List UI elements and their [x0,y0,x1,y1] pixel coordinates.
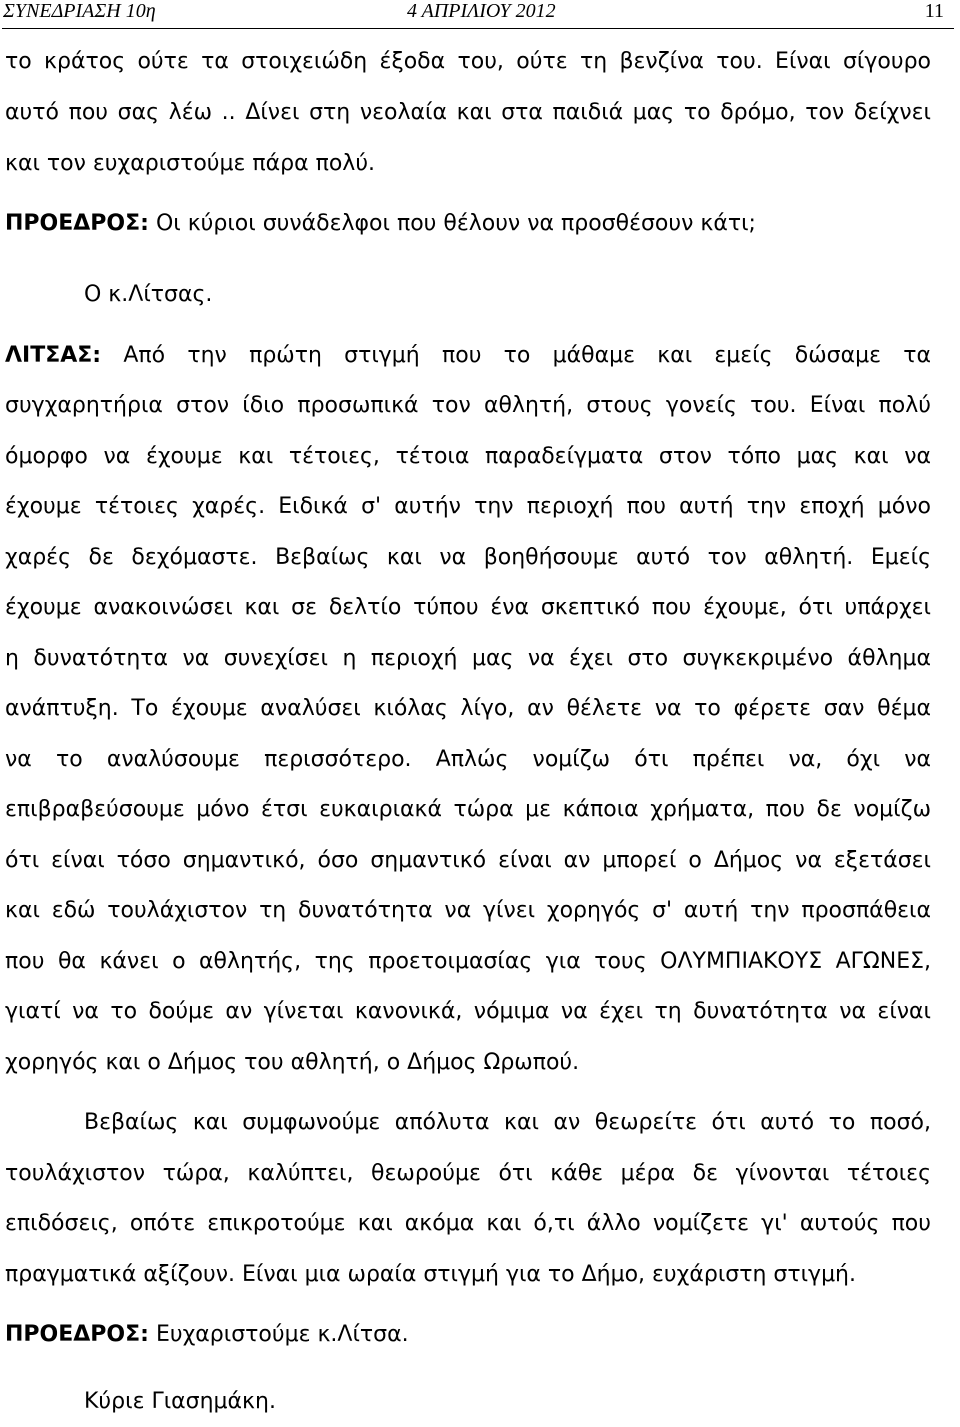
text-line: ότι είναι τόσο σημαντικό, όσο σημαντικό είναι αν μπορεί ο Δήμος να εξετάσει [5,848,931,873]
text-line: χορηγός και ο Δήμος του αθλητή, ο Δήμος Ωρωπού. [5,1050,580,1075]
text-line: γιατί να το δούμε αν γίνεται κανονικά, νόμιμα να έχει τη δυνατότητα να είναι [5,999,931,1024]
text-line: χαρές δε δεχόμαστε. Βεβαίως και να βοηθήσουμε αυτό τον αθλητή. Εμείς [5,545,931,570]
speaker-label: ΛΙΤΣΑΣ: [5,343,102,368]
header-divider [2,28,954,29]
chair-call-litsas: Ο κ.Λίτσας. [84,282,213,307]
text-line: ανάπτυξη. Το έχουμε αναλύσει κιόλας λίγο, αν θέλετε να το φέρετε σαν θέμα [5,696,931,721]
text-line: επιδόσεις, οπότε επικροτούμε και ακόμα και ό,τι άλλο νομίζετε γι' αυτούς που [5,1211,931,1236]
speaker-label: ΠΡΟΕΔΡΟΣ: [5,211,149,236]
text-line: και τον ευχαριστούμε πάρα πολύ. [5,151,376,176]
text-line: έχουμε ανακοινώσει και σε δελτίο τύπου ένα σκεπτικό που έχουμε, ότι υπάρχει [5,595,931,620]
text-line: αυτό που σας λέω .. Δίνει στη νεολαία και στα παιδιά μας το δρόμο, τον δείχνει [5,100,931,125]
text-line: Βεβαίως και συμφωνούμε απόλυτα και αν θεωρείτε ότι αυτό το ποσό, [84,1110,931,1135]
text-line: η δυνατότητα να συνεχίσει η περιοχή μας να έχει στο συγκεκριμένο άθλημα [5,646,931,671]
text-line: έχουμε τέτοιες χαρές. Ειδικά σ' αυτήν την περιοχή που αυτή την εποχή μόνο [5,494,931,519]
chair-call-next: Κύριε Γιασημάκη. [84,1389,276,1414]
page-header [0,0,960,30]
text-line: συγχαρητήρια στον ίδιο προσωπικά τον αθλητή, στους γονείς του. Είναι πολύ [5,393,931,418]
speaker-line-litsas [5,343,931,369]
speaker-line-proedros [5,1322,409,1348]
text-line: και εδώ τουλάχιστον τη δυνατότητα να γίνει χορηγός σ' αυτή την προσπάθεια [5,898,931,923]
text-line: που θα κάνει ο αθλητής, της προετοιμασίας για τους ΟΛΥΜΠΙΑΚΟΥΣ ΑΓΩΝΕΣ, [5,949,931,974]
text-line: επιβραβεύσουμε μόνο έτσι ευκαιριακά τώρα με κάποια χρήματα, που δε νομίζω [5,797,931,822]
text-line: να το αναλύσουμε περισσότερο. Απλώς νομίζω ότι πρέπει να, όχι να [5,747,931,772]
header-page-number: 11 [924,0,944,22]
text-line: τουλάχιστον τώρα, καλύπτει, θεωρούμε ότι κάθε μέρα δε γίνονται τέτοιες [5,1161,931,1186]
speech-text: Από την πρώτη στιγμή που το μάθαμε και εμείς δώσαμε τα [101,343,931,368]
speech-text: Οι κύριοι συνάδελφοι που θέλουν να προσθέσουν κάτι; [148,211,756,236]
text-line: όμορφο να έχουμε και τέτοιες, τέτοια παραδείγματα στον τόπο μας και να [5,444,931,469]
speaker-line-proedros [5,211,756,237]
text-line: το κράτος ούτε τα στοιχειώδη έξοδα του, ούτε τη βενζίνα του. Είναι σίγουρο [5,49,931,74]
speech-text: Ευχαριστούμε κ.Λίτσα. [148,1322,409,1347]
speaker-label: ΠΡΟΕΔΡΟΣ: [5,1322,149,1347]
header-date: 4 ΑΠΡΙΛΙΟΥ 2012 [407,0,556,22]
header-session: ΣΥΝΕΔΡΙΑΣΗ 10η [3,0,156,22]
text-line: πραγματικά αξίζουν. Είναι μια ωραία στιγμή για το Δήμο, ευχάριστη στιγμή. [5,1262,856,1287]
